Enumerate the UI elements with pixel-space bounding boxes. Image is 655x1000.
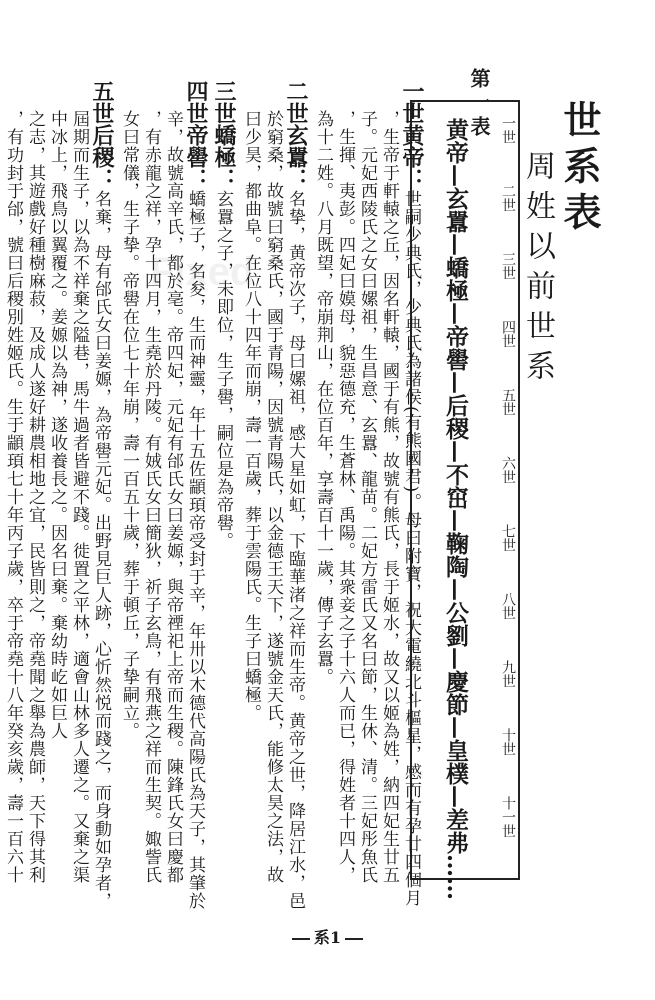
generation-label: 三世 [500,252,516,280]
entry-text-line: 於窮桑，故號曰窮桑氏，國于青陽，因號青陽氏，以金德王天下，遂號金天氏，能修太昊之法，故 [263,110,283,884]
entry-text-line: 中冰上，飛鳥以翼覆之。姜嫄以為神，遂收養長之。因名曰棄。棄幼時屹如巨人 [47,110,67,740]
entry-heading: 五世后稷： [89,80,115,190]
generation-label: 十世 [500,728,516,756]
entry-text-line: ，生帝于軒轅之丘，因名軒轅，國于有熊，故號有熊氏，長于姬水，故又以姬為姓，納四妃生廿五 [379,110,399,884]
entry-text-line: 辛，故號高辛氏，都於亳。帝四妃，元妃有邰氏女曰姜嫄，與帝禋祀上帝而生稷。陳鋒氏女曰慶都 [163,110,183,884]
entry-text-line: 蟜極子，名夋，生而神靈，年十五佐顓頊帝受封于辛，年卅以木德代高陽氏為天子，其肇於 [185,190,205,910]
generation-label: 五世 [500,388,516,416]
page-subtitle: 周姓以前世系 [520,150,555,390]
table-label: 第一表 [467,68,491,140]
generation-label: 九世 [500,660,516,688]
entry-text-line: 玄囂之子，未即位，生子嚳，嗣位是為帝嚳。 [213,190,233,550]
entry-text-line: 女曰常儀，生子挚。帝嚳在位七十年崩，壽一百五十歲，葬于頓丘，子挚嗣立。 [119,110,139,740]
entry-text-line: 名挚，黄帝次子，母曰嫘祖，感大星如虹，下臨華渚之祥而生帝。黄帝之世，降居江水，邑 [285,190,305,910]
entry-heading: 二世玄囂： [283,80,309,190]
generation-label: 一世 [500,116,516,144]
generation-label: 二世 [500,184,516,212]
entry-text-line: 子。元妃西陵氏之女曰嫘祖，生昌意、玄囂、龍苗。二妃方雷氏又名曰節，生休、清。三妃彤魚氏 [357,110,377,884]
entry-text-line: 屆期而生子，以為不祥棄之隘巷，馬牛過者皆避不踐。徙置之平林，適會山林多人遷之。又棄之渠 [69,110,89,884]
generation-label: 七世 [500,524,516,552]
lineage-chain: 黄帝—玄囂—蟜極—帝嚳—后稷—不窋—鞠陶—公劉—慶節—皇樸—差弗…… [442,118,469,900]
entry-text-line: ，有功封于邰，號曰后稷別姓姬氏。生于顓頊七十年丙子歲，卒于帝堯十八年癸亥歲，壽一百六十 [3,110,23,884]
entry-heading: 三世蟜極： [211,80,237,190]
entry-text-line: 之志，其遊戲好種樹麻菽，及成人遂好耕農相地之宜，民皆則之，帝堯聞之舉為農師，天下得其利 [25,110,45,884]
entry-text-line: 名棄，母有邰氏女曰姜嫄，為帝嚳元妃。出野見巨人跡，心忻然悦而踐之，而身動如孕者， [91,190,111,910]
generation-label: 六世 [500,456,516,484]
generation-label: 十一世 [500,796,516,838]
entry-text-line: 為十二姓。八月既望，帝崩荆山，在位百年，享壽百十一歲，傳子玄囂。 [313,110,333,686]
watermark: Fixed [150,250,255,294]
entry-heading: 一世黄帝： [399,80,425,190]
entry-heading: 四世帝嚳： [183,80,209,190]
entry-text-line: ，有赤龍之祥，孕十四月，生堯於丹陵。有娀氏女曰簡狄，祈子玄鳥，有飛燕之祥而生契。娵訾氏 [141,110,161,884]
generation-label: 八世 [500,592,516,620]
page-number: 系1 [0,925,655,948]
generation-label: 四世 [500,320,516,348]
entry-text-line: 世嗣少典氏，少典氏為諸侯(有熊國君)。母曰附寶，祝大電繞北斗樞星，感而有孕廿四個月 [401,190,421,908]
entry-text-line: 曰少昊，都曲阜。在位八十四年而崩，壽一百歲，葬于雲陽氏。生子曰蟜極。 [241,110,261,722]
page-title: 世系表 [557,100,602,238]
lineage-box [410,100,520,900]
entry-text-line: ，生揮、夷彭。四妃曰嫫母，貌惡德充，生蒼林、禹陽。其衆妾之子十六人而已，得姓者十四人， [335,110,355,884]
